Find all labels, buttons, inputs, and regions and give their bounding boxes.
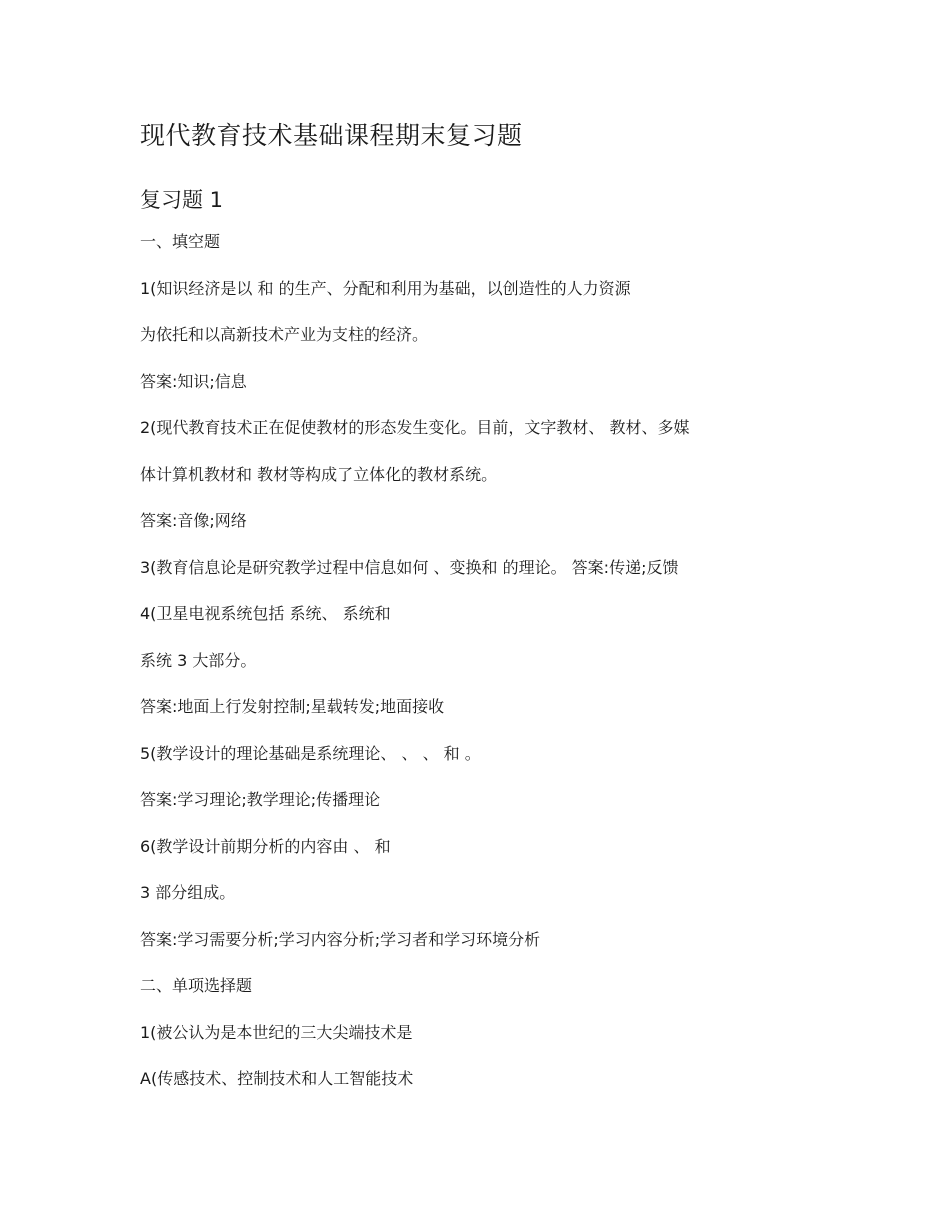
question-line: 体计算机教材和 教材等构成了立体化的教材系统。 bbox=[140, 464, 498, 484]
question-line: 2(现代教育技术正在促使教材的形态发生变化。目前，文字教材、 教材、多媒 bbox=[140, 418, 690, 437]
question-line: 6(教学设计前期分析的内容由 、 和 bbox=[140, 836, 391, 856]
question-line: 为依托和以高新技术产业为支柱的经济。 bbox=[140, 325, 429, 344]
question-line: 3(教育信息论是研究教学过程中信息如何 、变换和 的理论。 答案:传递;反馈 bbox=[140, 557, 679, 577]
answer-line: 答案:知识;信息 bbox=[140, 371, 247, 391]
section-heading-fill-in: 一、填空题 bbox=[140, 232, 221, 251]
option-line: A(传感技术、控制技术和人工智能技术 bbox=[140, 1069, 414, 1088]
answer-line: 答案:地面上行发射控制;星载转发;地面接收 bbox=[140, 697, 445, 716]
question-line: 5(教学设计的理论基础是系统理论、 、 、 和 。 bbox=[140, 743, 481, 763]
section-heading-single-choice: 二、单项选择题 bbox=[140, 976, 253, 995]
question-line: 3 部分组成。 bbox=[140, 883, 236, 902]
document-title: 现代教育技术基础课程期末复习题 bbox=[140, 121, 523, 150]
answer-line: 答案:音像;网络 bbox=[140, 511, 247, 530]
document-content bbox=[140, 112, 820, 1114]
document-subtitle: 复习题 1 bbox=[140, 188, 224, 212]
answer-line: 答案:学习理论;教学理论;传播理论 bbox=[140, 790, 381, 809]
answer-line: 答案:学习需要分析;学习内容分析;学习者和学习环境分析 bbox=[140, 929, 541, 949]
question-line: 4(卫星电视系统包括 系统、 系统和 bbox=[140, 604, 391, 623]
question-line: 系统 3 大部分。 bbox=[140, 650, 257, 670]
question-line: 1(被公认为是本世纪的三大尖端技术是 bbox=[140, 1022, 413, 1042]
question-line: 1(知识经济是以 和 的生产、分配和利用为基础，以创造性的人力资源 bbox=[140, 278, 631, 298]
